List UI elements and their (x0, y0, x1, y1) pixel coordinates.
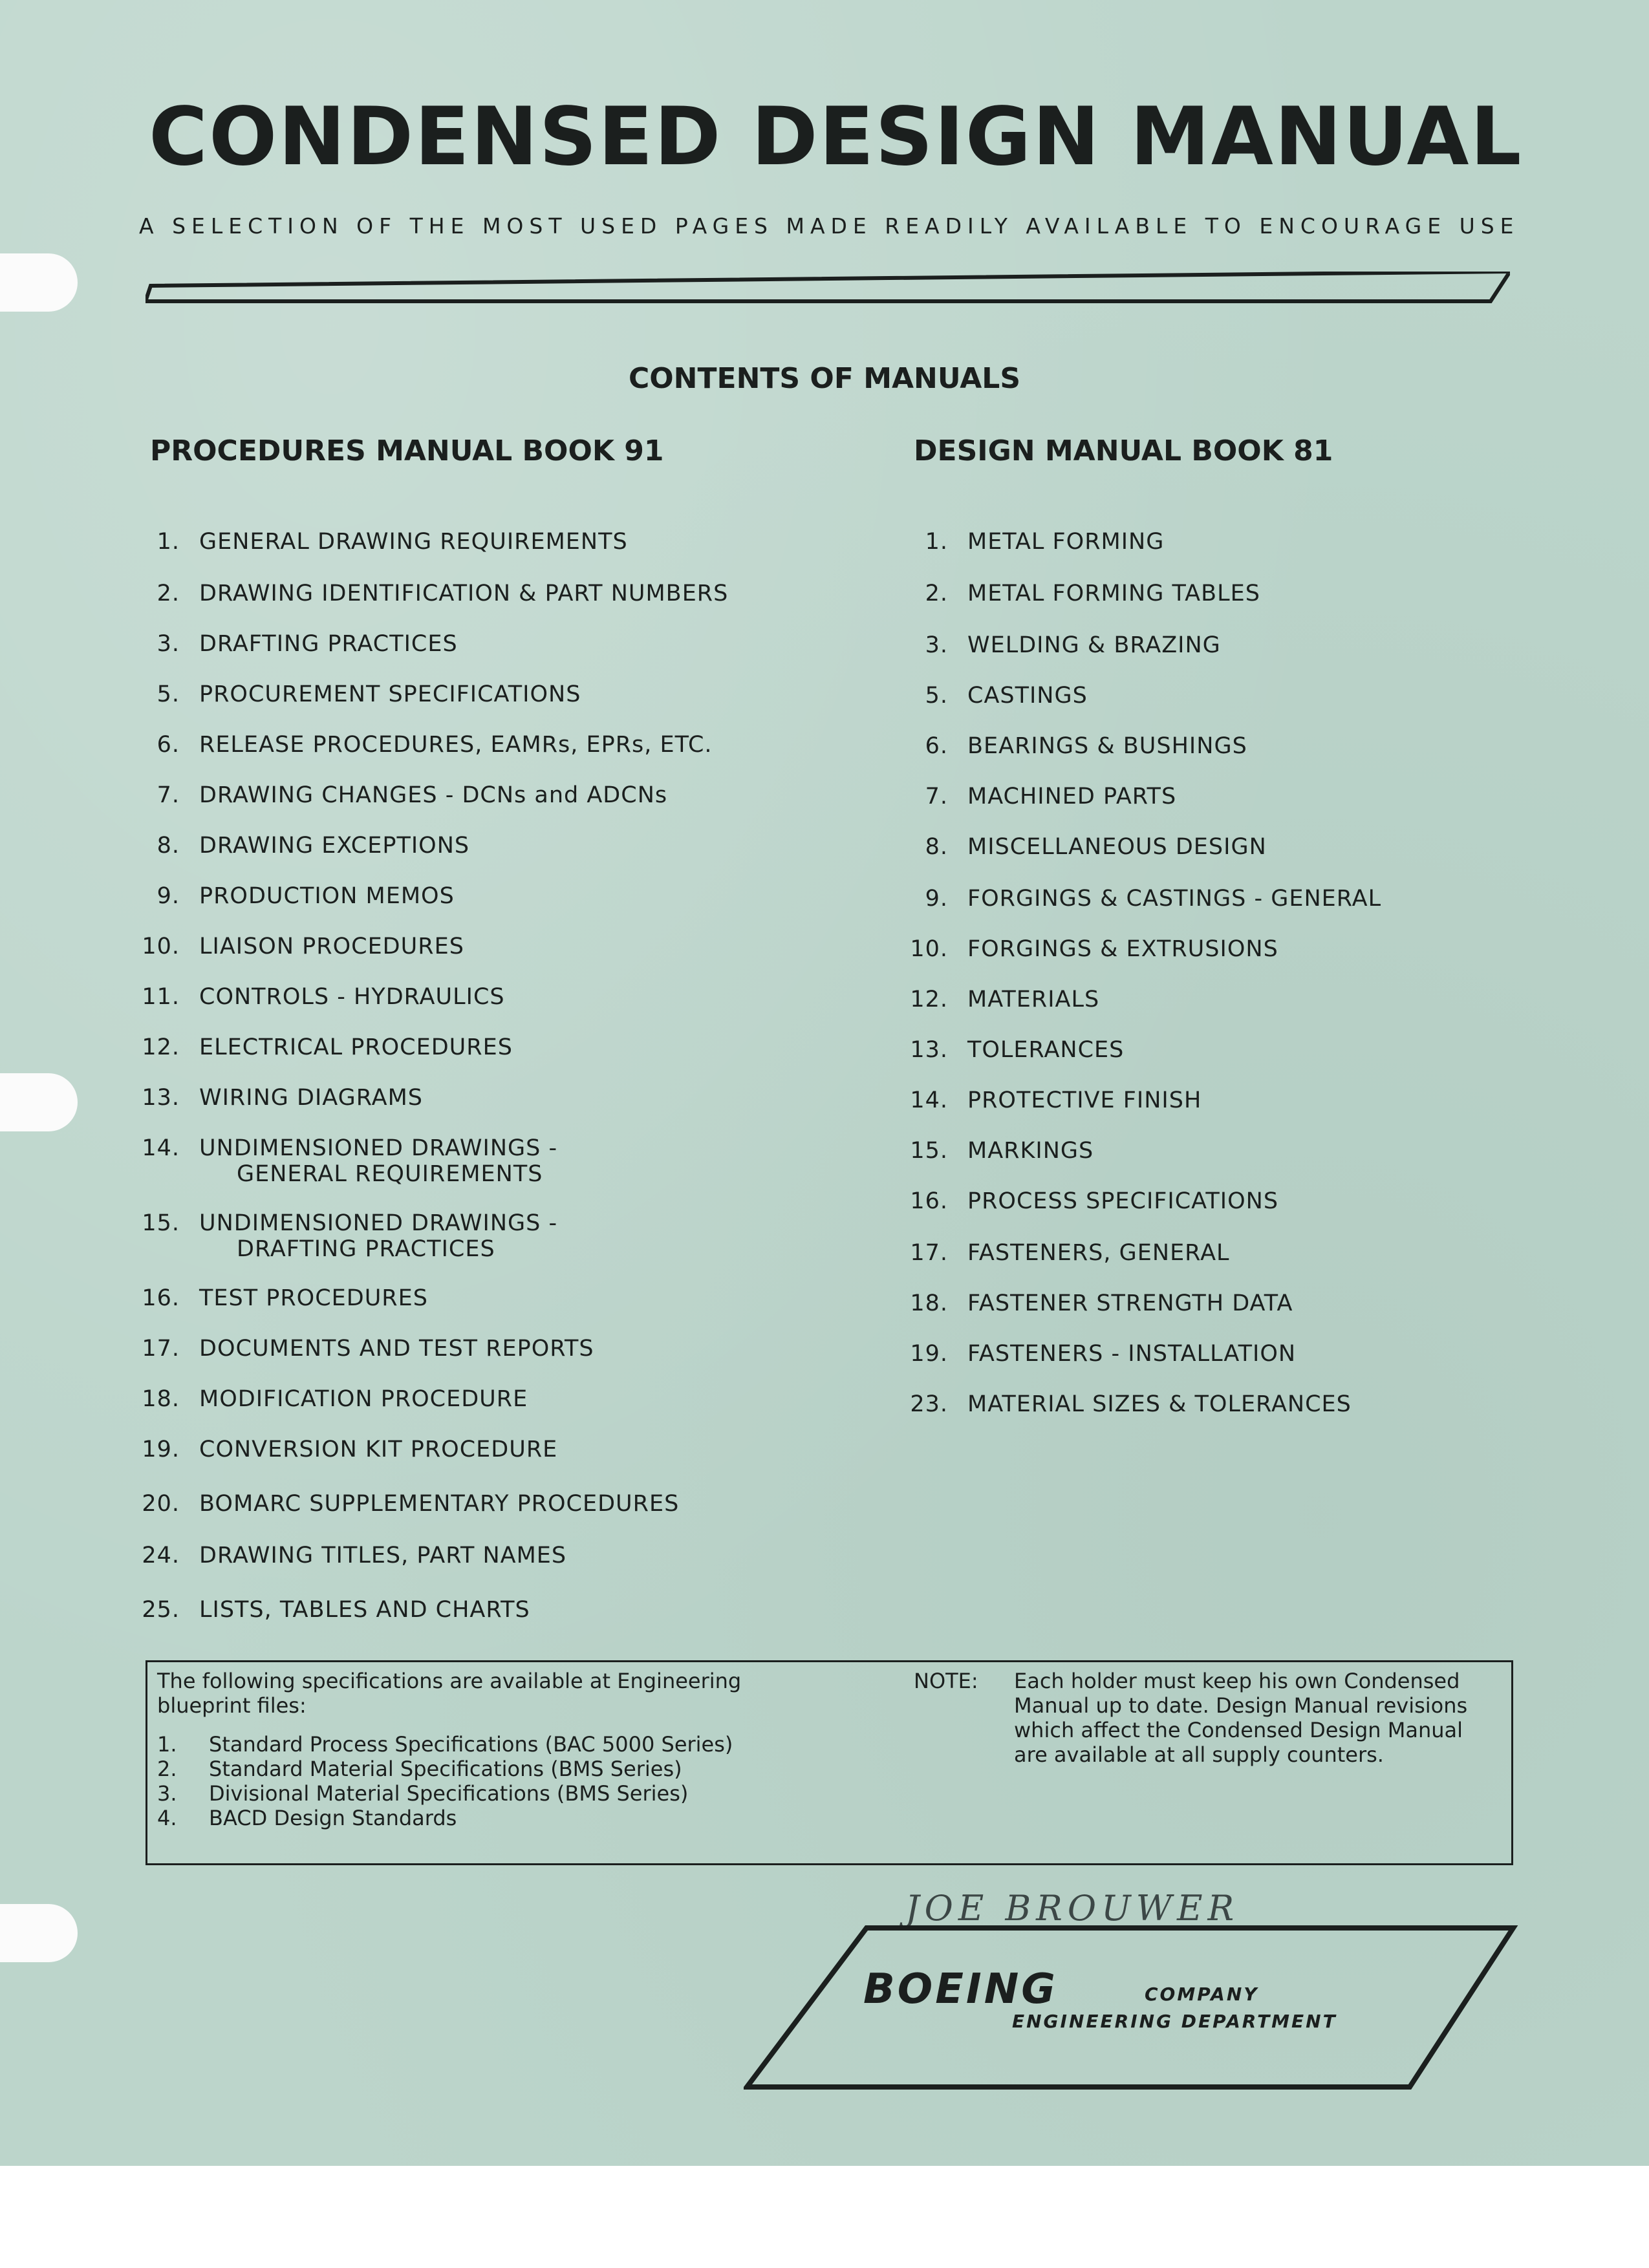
list-item: 6. BEARINGS & BUSHINGS (925, 733, 1247, 759)
boeing-logo-wordmark: BOEING (863, 1965, 1058, 2013)
owner-handwritten-name: JOE BROUWER (905, 1888, 1240, 1929)
list-item: 20. BOMARC SUPPLEMENTARY PROCEDURES (142, 1491, 680, 1517)
list-item: 16. TEST PROCEDURES (142, 1285, 428, 1311)
list-item: 7. MACHINED PARTS (925, 784, 1177, 809)
list-item: 13. TOLERANCES (910, 1037, 1125, 1063)
list-item: 8. MISCELLANEOUS DESIGN (925, 834, 1267, 860)
list-item: 14. PROTECTIVE FINISH (910, 1087, 1202, 1113)
document-title: CONDENSED DESIGN MANUAL (149, 91, 1523, 184)
list-item: 17. FASTENERS, GENERAL (910, 1240, 1230, 1266)
list-item: 15. UNDIMENSIONED DRAWINGS - DRAFTING PRACTICES (142, 1210, 558, 1262)
list-item: 25. LISTS, TABLES AND CHARTS (142, 1597, 530, 1623)
boeing-logo-frame (744, 1920, 1520, 2095)
design-list (891, 529, 1381, 1442)
list-item: 1. GENERAL DRAWING REQUIREMENTS (156, 529, 628, 555)
list-item: 13. WIRING DIAGRAMS (142, 1085, 423, 1111)
list-item: 23. MATERIAL SIZES & TOLERANCES (910, 1391, 1352, 1417)
list-item: 19. FASTENERS - INSTALLATION (910, 1341, 1297, 1367)
document-subtitle: A SELECTION OF THE MOST USED PAGES MADE READILY AVAILABLE TO ENCOURAGE USE (139, 213, 1520, 239)
list-item: 6. RELEASE PROCEDURES, EAMRs, EPRs, ETC. (156, 732, 713, 758)
list-item: 3. WELDING & BRAZING (925, 632, 1221, 658)
design-manual-heading: DESIGN MANUAL BOOK 81 (914, 434, 1333, 467)
list-item: 10. FORGINGS & EXTRUSIONS (910, 936, 1278, 962)
list-item: 3. DRAFTING PRACTICES (156, 631, 458, 657)
list-item: 16. PROCESS SPECIFICATIONS (910, 1188, 1279, 1214)
list-item: 9. PRODUCTION MEMOS (156, 883, 455, 909)
list-item: 11. CONTROLS - HYDRAULICS (142, 984, 505, 1010)
note-label: NOTE: (914, 1669, 978, 1693)
punch-hole-middle (0, 1073, 78, 1131)
procedures-list (123, 529, 728, 1647)
specifications-note: The following specifications are available at Engineering blueprint files: 1. Standard Process Specifications (BAC 5000 Series) 2. Standard Material Specifications (BMS Series) 3. Divisional Material Specifications (BMS Series) 4. BACD Design Standards (157, 1669, 901, 1830)
list-item: 17. DOCUMENTS AND TEST REPORTS (142, 1336, 594, 1362)
spec-list-item: 1. Standard Process Specifications (BAC 5000 Series) (157, 1732, 733, 1757)
logo-department-text: ENGINEERING DEPARTMENT (1012, 2011, 1337, 2032)
title-underline-bar (146, 272, 1510, 304)
notes-box (146, 1660, 1513, 1865)
list-item: 5. CASTINGS (925, 683, 1088, 709)
list-item: 18. MODIFICATION PROCEDURE (142, 1386, 528, 1412)
punch-hole-bottom (0, 1904, 78, 1962)
list-item: 24. DRAWING TITLES, PART NAMES (142, 1543, 567, 1568)
contents-heading: CONTENTS OF MANUALS (628, 362, 1021, 395)
list-item: 1. METAL FORMING (925, 529, 1165, 555)
list-item: 15. MARKINGS (910, 1138, 1094, 1164)
list-item: 9. FORGINGS & CASTINGS - GENERAL (925, 886, 1382, 912)
holder-note: NOTE: Each holder must keep his own Condensed Manual up to date. Design Manual revisions which affect the Condensed Design Manual are available at all supply counters. (914, 1669, 1468, 1767)
punch-hole-top (0, 253, 78, 312)
spec-list-item: 4. BACD Design Standards (157, 1806, 457, 1830)
list-item: 19. CONVERSION KIT PROCEDURE (142, 1437, 558, 1462)
logo-company-text: COMPANY (1145, 1984, 1259, 2005)
list-item: 8. DRAWING EXCEPTIONS (156, 833, 470, 859)
procedures-manual-heading: PROCEDURES MANUAL BOOK 91 (150, 434, 664, 467)
list-item: 12. ELECTRICAL PROCEDURES (142, 1034, 513, 1060)
spec-list-item: 2. Standard Material Specifications (BMS Series) (157, 1757, 682, 1781)
list-item: 2. DRAWING IDENTIFICATION & PART NUMBERS (156, 581, 729, 606)
list-item: 12. MATERIALS (910, 987, 1100, 1012)
list-item: 7. DRAWING CHANGES - DCNs and ADCNs (156, 782, 668, 808)
list-item: 10. LIAISON PROCEDURES (142, 934, 464, 959)
list-item: 14. UNDIMENSIONED DRAWINGS - GENERAL REQUIREMENTS (142, 1135, 558, 1187)
list-item: 18. FASTENER STRENGTH DATA (910, 1290, 1293, 1316)
spec-list-item: 3. Divisional Material Specifications (BMS Series) (157, 1781, 689, 1806)
list-item: 5. PROCUREMENT SPECIFICATIONS (156, 681, 581, 707)
list-item: 2. METAL FORMING TABLES (925, 581, 1260, 606)
